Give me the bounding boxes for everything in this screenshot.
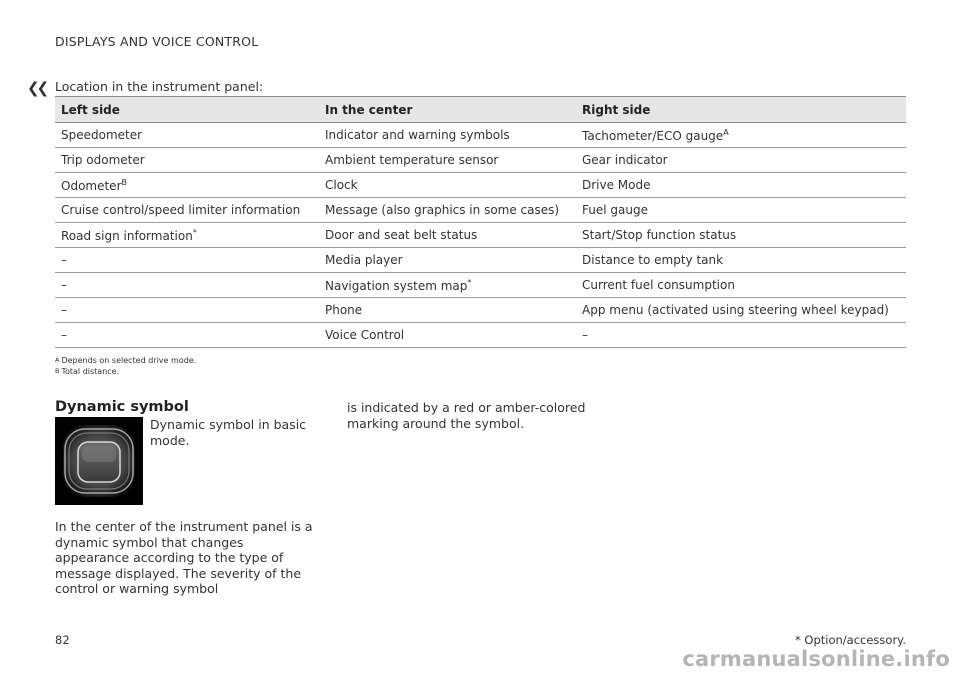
cell-text: Ambient temperature sensor <box>325 153 499 167</box>
table-row <box>55 148 906 173</box>
table-cell <box>55 223 319 248</box>
cell-text: Voice Control <box>325 328 405 342</box>
table-header-row <box>55 97 906 123</box>
body-paragraph-left: In the center of the instrument panel is a dynamic symbol that changes appearance according to the type of message displayed. The severity of the control or warning symbol <box>55 519 313 596</box>
cell-text: Gear indicator <box>582 153 668 167</box>
footnote <box>55 366 196 377</box>
table-row <box>55 248 906 273</box>
table-cell <box>55 198 319 223</box>
table-cell <box>576 323 906 348</box>
cell-text: Odometer <box>61 178 122 193</box>
table-row <box>55 223 906 248</box>
footnote-text: Depends on selected drive mode. <box>61 356 197 365</box>
instrument-panel-location-table <box>55 96 906 348</box>
table-row <box>55 198 906 223</box>
cell-text: Trip odometer <box>61 153 145 167</box>
body-paragraph-right: is indicated by a red or amber-colored marking around the symbol. <box>347 400 586 431</box>
table-cell <box>55 148 319 173</box>
table-cell <box>55 173 319 198</box>
table-cell <box>55 273 319 298</box>
footnote-reference: * <box>192 227 197 237</box>
table-cell <box>576 248 906 273</box>
footnotes <box>55 355 196 377</box>
cell-text: Door and seat belt status <box>325 228 478 242</box>
table-cell <box>319 123 576 148</box>
footnote <box>55 355 196 366</box>
column-header: Left side <box>55 97 319 123</box>
cell-text: Tachometer/ECO gauge <box>582 128 724 143</box>
dynamic-symbol-image <box>55 417 143 505</box>
section-heading: Dynamic symbol <box>55 399 189 415</box>
table-cell <box>576 223 906 248</box>
cell-text: – <box>582 328 588 342</box>
table-cell <box>576 298 906 323</box>
table-cell <box>319 298 576 323</box>
intro-text: Location in the instrument panel: <box>55 79 264 94</box>
table-cell <box>319 248 576 273</box>
footnote-reference: A <box>723 127 729 137</box>
footnote-reference: B <box>121 177 127 187</box>
table-cell <box>576 123 906 148</box>
table-cell <box>319 198 576 223</box>
cell-text: – <box>61 328 67 342</box>
cell-text: – <box>61 278 67 292</box>
table-cell <box>576 148 906 173</box>
cell-text: Indicator and warning symbols <box>325 128 510 142</box>
table-cell <box>55 298 319 323</box>
footnote-mark: A <box>55 356 60 364</box>
cell-text: Distance to empty tank <box>582 253 724 267</box>
table-cell <box>55 123 319 148</box>
cell-text: – <box>61 253 67 267</box>
page-header-title: DISPLAYS AND VOICE CONTROL <box>55 34 259 49</box>
cell-text: Road sign information <box>61 228 193 243</box>
footnote-mark: B <box>55 367 60 375</box>
cell-text: Clock <box>325 178 358 192</box>
column-header: In the center <box>319 97 576 123</box>
cell-text: Current fuel consumption <box>582 278 735 292</box>
cell-text: App menu (activated using steering wheel keypad) <box>582 303 889 317</box>
double-chevron-left-icon[interactable]: ❮❮ <box>27 79 47 97</box>
cell-text: Drive Mode <box>582 178 651 192</box>
cell-text: – <box>61 303 67 317</box>
watermark: carmanualsonline.info <box>682 647 950 671</box>
cell-text: Fuel gauge <box>582 203 648 217</box>
table-row <box>55 298 906 323</box>
table-cell <box>576 273 906 298</box>
table-cell <box>55 323 319 348</box>
cell-text: Navigation system map <box>325 278 468 293</box>
footnote-reference: * <box>467 277 472 287</box>
cell-text: Speedometer <box>61 128 143 142</box>
page-number: 82 <box>55 633 70 647</box>
column-header: Right side <box>576 97 906 123</box>
table-cell <box>319 223 576 248</box>
table-cell <box>55 248 319 273</box>
table-cell <box>319 173 576 198</box>
table-cell <box>576 173 906 198</box>
image-caption: Dynamic symbol in basic mode. <box>150 417 307 448</box>
cell-text: Cruise control/speed limiter information <box>61 203 301 217</box>
footnote-text: Total distance. <box>61 367 120 376</box>
cell-text: Phone <box>325 303 363 317</box>
table-cell <box>576 198 906 223</box>
cell-text: Media player <box>325 253 403 267</box>
table-cell <box>319 323 576 348</box>
dynamic-symbol-icon <box>55 417 143 505</box>
cell-text: Start/Stop function status <box>582 228 737 242</box>
table-cell <box>319 148 576 173</box>
footer-note: * Option/accessory. <box>795 633 906 647</box>
table-row <box>55 173 906 198</box>
cell-text: Message (also graphics in some cases) <box>325 203 560 217</box>
table-row <box>55 273 906 298</box>
table-row <box>55 323 906 348</box>
table-row <box>55 123 906 148</box>
table-cell <box>319 273 576 298</box>
